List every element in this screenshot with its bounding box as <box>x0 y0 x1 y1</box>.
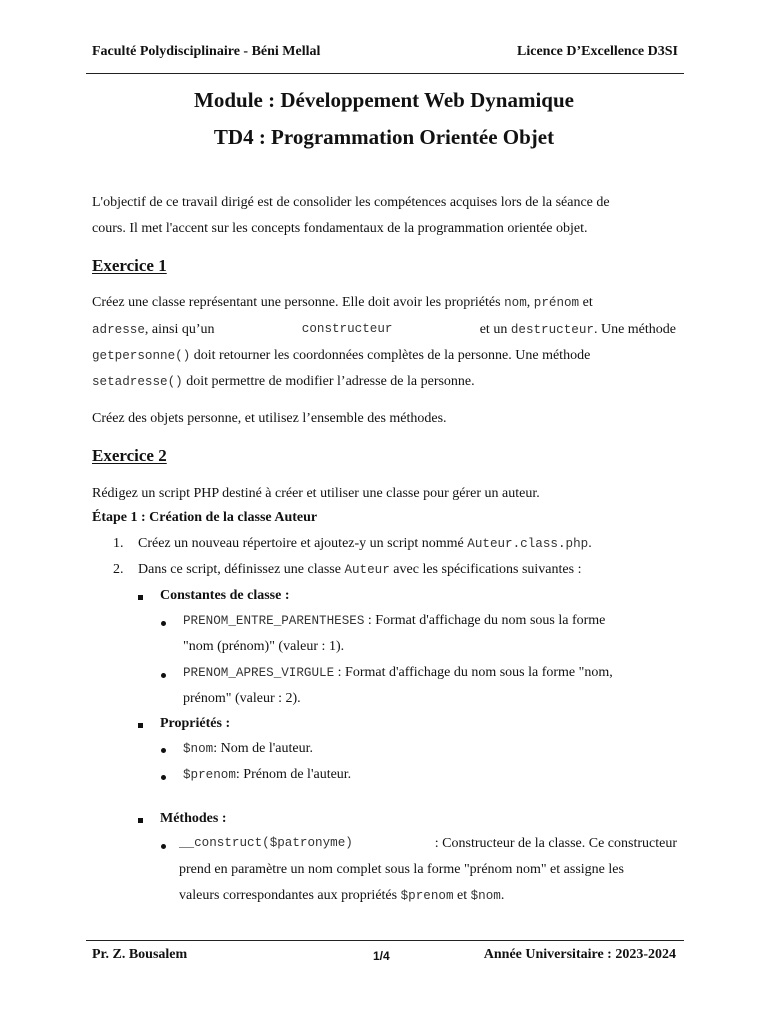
method-text: : Constructeur de la classe. Ce constructeur <box>434 836 677 851</box>
constant-text: : Format d'affichage du nom sous la forme "nom, <box>334 665 613 680</box>
code-prenom-entre-parentheses: PRENOM_ENTRE_PARENTHESES <box>183 614 365 628</box>
step-2-text <box>138 562 581 578</box>
intro-line-2: cours. Il met l'accent sur les concepts fondamentaux de la programmation orientée objet. <box>92 221 588 236</box>
header-program: Licence D’Excellence D3SI <box>517 44 678 59</box>
footer-year: Année Universitaire : 2023-2024 <box>483 947 676 962</box>
code-dollar-nom: $nom <box>183 742 214 756</box>
ex1-text: , ainsi qu’un <box>144 322 215 337</box>
ex1-text: Créez une classe représentant une personne. Elle doit avoir les propriétés <box>92 295 505 310</box>
ex1-text: et <box>579 295 593 310</box>
code-getpersonne: getpersonne() <box>92 349 191 363</box>
etape-1-heading: Étape 1 : Création de la classe Auteur <box>92 510 318 525</box>
ex1-paragraph-line-4 <box>92 374 475 390</box>
method-text: et <box>453 888 471 903</box>
round-bullet <box>161 844 166 849</box>
ex1-paragraph-line-3 <box>92 348 590 364</box>
step-text: Créez un nouveau répertoire et ajoutez-y un script nommé <box>138 536 468 551</box>
round-bullet <box>161 748 166 753</box>
constant-text: : Format d'affichage du nom sous la forme <box>364 613 606 628</box>
td-title: TD4 : Programmation Orientée Objet <box>213 125 555 149</box>
constant-2-cont: prénom" (valeur : 2). <box>183 691 301 706</box>
constant-2 <box>183 665 613 681</box>
code-auteur-class-php: Auteur.class.php <box>467 537 589 551</box>
code-dollar-prenom: $prenom <box>400 889 454 903</box>
constant-1-cont: "nom (prénom)" (valeur : 1). <box>183 639 345 654</box>
page-number: 1/4 <box>373 949 390 963</box>
round-bullet <box>161 775 166 780</box>
property-text: : Nom de l'auteur. <box>213 741 313 756</box>
code-destructeur: destructeur <box>510 323 594 337</box>
module-title: Module : Développement Web Dynamique <box>194 88 574 112</box>
code-prenom-apres-virgule: PRENOM_APRES_VIRGULE <box>183 666 335 680</box>
ex1-text: et un <box>479 322 511 337</box>
ex1-text: , <box>526 295 534 310</box>
step-text: . <box>588 536 592 551</box>
code-dollar-prenom: $prenom <box>183 768 236 782</box>
ex1-instruction: Créez des objets personne, et utilisez l’ensemble des méthodes. <box>92 411 447 426</box>
square-bullet <box>138 818 143 823</box>
property-nom <box>183 741 313 757</box>
intro-line-1: L'objectif de ce travail dirigé est de consolider les compétences acquises lors de la séance de <box>92 195 610 210</box>
code-prenom: prénom <box>533 296 580 310</box>
ex1-text: doit permettre de modifier l’adresse de la personne. <box>182 374 475 389</box>
square-bullet <box>138 723 143 728</box>
ex1-text: doit retourner les coordonnées complètes de la personne. Une méthode <box>190 348 591 363</box>
exercise-2-heading: Exercice 2 <box>92 446 167 465</box>
method-text: valeurs correspondantes aux propriétés <box>179 888 401 903</box>
ex2-intro: Rédigez un script PHP destiné à créer et utiliser une classe pour gérer un auteur. <box>92 486 540 501</box>
header-faculty: Faculté Polydisciplinaire - Béni Mellal <box>92 44 321 59</box>
step-1-text <box>138 536 592 552</box>
methodes-label: Méthodes : <box>160 811 227 826</box>
code-setadresse: setadresse() <box>92 375 183 389</box>
method-construct-cont-1: prend en paramètre un nom complet sous la forme "prénom nom" et assigne les <box>179 862 624 877</box>
code-constructeur: constructeur <box>301 322 393 336</box>
step-text: avec les spécifications suivantes : <box>389 562 582 577</box>
ex1-paragraph-line-2 <box>92 322 676 338</box>
code-construct: __construct($patronyme) <box>179 836 353 850</box>
property-prenom <box>183 767 351 783</box>
square-bullet <box>138 595 143 600</box>
round-bullet <box>161 673 166 678</box>
constantes-label: Constantes de classe : <box>160 588 290 603</box>
exercise-1-heading: Exercice 1 <box>92 256 167 275</box>
method-text: . <box>500 888 505 903</box>
code-dollar-nom: $nom <box>470 889 501 903</box>
header-rule <box>86 73 684 74</box>
round-bullet <box>161 621 166 626</box>
code-auteur: Auteur <box>344 563 390 577</box>
step-2-number: 2. <box>113 562 124 577</box>
code-nom: nom <box>504 296 527 310</box>
step-text: Dans ce script, définissez une classe <box>138 562 345 577</box>
step-1-number: 1. <box>113 536 124 551</box>
property-text: : Prénom de l'auteur. <box>235 767 352 782</box>
method-construct-cont-2 <box>179 888 504 904</box>
footer-rule <box>86 940 684 941</box>
proprietes-label: Propriétés : <box>160 716 231 731</box>
ex1-text: . Une méthode <box>593 322 676 337</box>
constant-1 <box>183 613 605 629</box>
ex1-paragraph-line-1 <box>92 295 593 311</box>
footer-author: Pr. Z. Bousalem <box>92 947 188 962</box>
method-construct <box>179 836 677 852</box>
code-adresse: adresse <box>92 323 145 337</box>
